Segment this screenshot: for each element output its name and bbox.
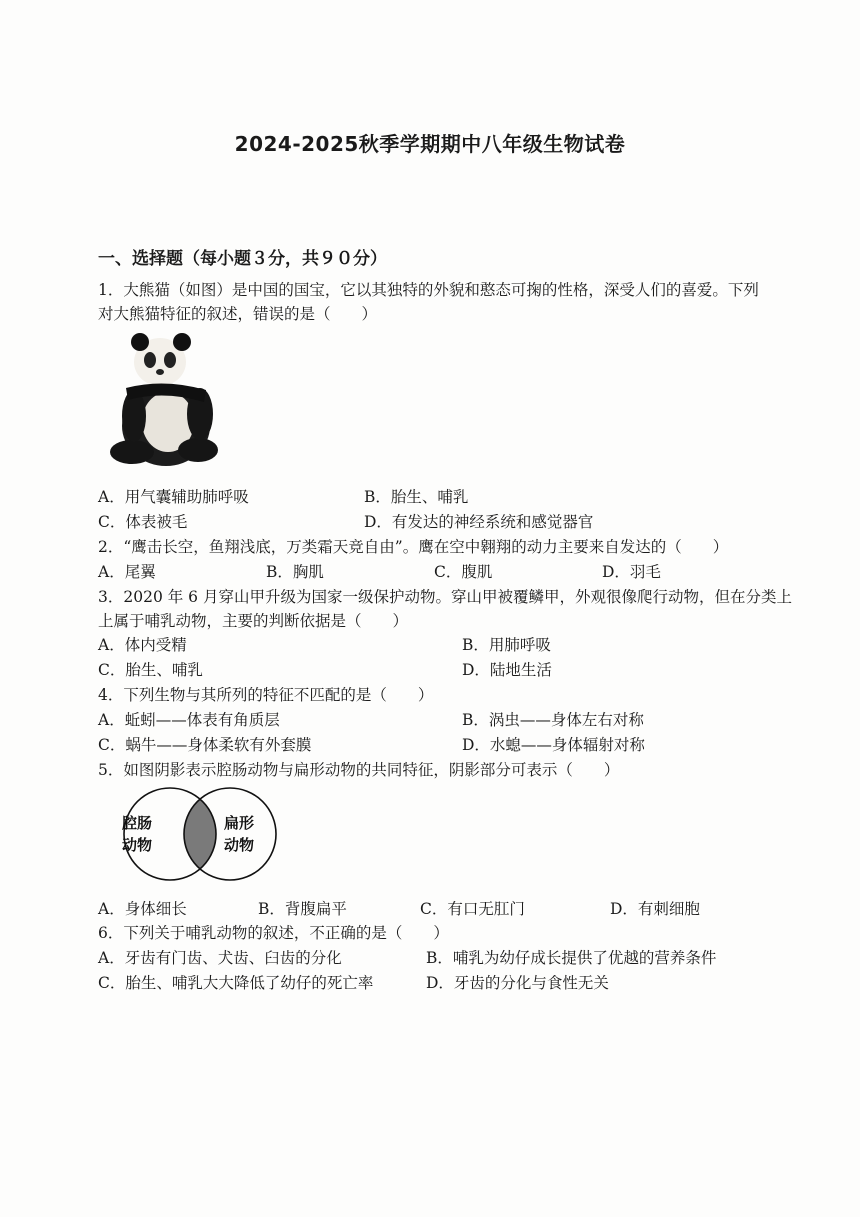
section-heading: 一、选择题（每小题３分，共９０分）	[98, 249, 387, 269]
q3-option-a: A．体内受精	[98, 636, 187, 654]
q6-option-b: B．哺乳为幼仔成长提供了优越的营养条件	[426, 949, 717, 967]
q1-option-b: B．胎生、哺乳	[364, 488, 469, 506]
q5-stem-line1: 5．如图阴影表示腔肠动物与扁形动物的共同特征，阴影部分可表示（ ）	[98, 761, 620, 779]
venn-left-label-1: 腔肠	[122, 814, 153, 832]
exam-title: 2024-2025秋季学期期中八年级生物试卷	[234, 132, 626, 156]
q6-option-c: C．胎生、哺乳大大降低了幼仔的死亡率	[98, 974, 374, 992]
q2-option-c: C．腹肌	[434, 563, 493, 581]
q6-option-a: A．牙齿有门齿、犬齿、臼齿的分化	[98, 949, 342, 967]
q3-option-d: D．陆地生活	[462, 661, 552, 679]
q3-stem-line1: 3．2020 年 6 月穿山甲升级为国家一级保护动物。穿山甲被覆鳞甲，外观很像爬行动物，但在分类上	[98, 588, 792, 606]
q5-option-a: A．身体细长	[98, 900, 187, 918]
q3-option-b: B．用肺呼吸	[462, 636, 551, 654]
q1-option-a: A．用气囊辅助肺呼吸	[98, 488, 249, 506]
q1-option-c: C．体表被毛	[98, 513, 188, 531]
q2-option-d: D．羽毛	[602, 563, 661, 581]
q2-stem-line1: 2．“鹰击长空，鱼翔浅底，万类霜天竞自由”。鹰在空中翱翔的动力主要来自发达的（ ）	[98, 538, 729, 556]
q6-stem-line1: 6．下列关于哺乳动物的叙述，不正确的是（ ）	[98, 924, 449, 942]
panda-image	[104, 330, 222, 472]
q1-option-d: D．有发达的神经系统和感觉器官	[364, 513, 594, 531]
q2-option-a: A．尾翼	[98, 563, 156, 581]
q5-option-c: C．有口无肛门	[420, 900, 525, 918]
venn-diagram	[114, 786, 286, 882]
q5-option-d: D．有刺细胞	[610, 900, 700, 918]
q1-stem-line2: 对大熊猫特征的叙述，错误的是（ ）	[98, 305, 378, 323]
q4-option-c: C．蜗牛——身体柔软有外套膜	[98, 736, 312, 754]
q5-option-b: B．背腹扁平	[258, 900, 347, 918]
q1-stem-line1: 1．大熊猫（如图）是中国的国宝，它以其独特的外貌和憨态可掬的性格，深受人们的喜爱。下列	[98, 281, 759, 299]
venn-right-label-2: 动物	[224, 836, 255, 854]
q2-option-b: B．胸肌	[266, 563, 324, 581]
venn-left-label-2: 动物	[122, 836, 153, 854]
q4-option-d: D．水螅——身体辐射对称	[462, 736, 645, 754]
q3-option-c: C．胎生、哺乳	[98, 661, 203, 679]
venn-right-label-1: 扁形	[224, 814, 255, 832]
q6-option-d: D．牙齿的分化与食性无关	[426, 974, 609, 992]
q4-option-a: A．蚯蚓——体表有角质层	[98, 711, 280, 729]
q3-stem-line2: 上属于哺乳动物，主要的判断依据是（ ）	[98, 612, 409, 630]
q4-option-b: B．涡虫——身体左右对称	[462, 711, 644, 729]
q4-stem-line1: 4．下列生物与其所列的特征不匹配的是（ ）	[98, 686, 434, 704]
